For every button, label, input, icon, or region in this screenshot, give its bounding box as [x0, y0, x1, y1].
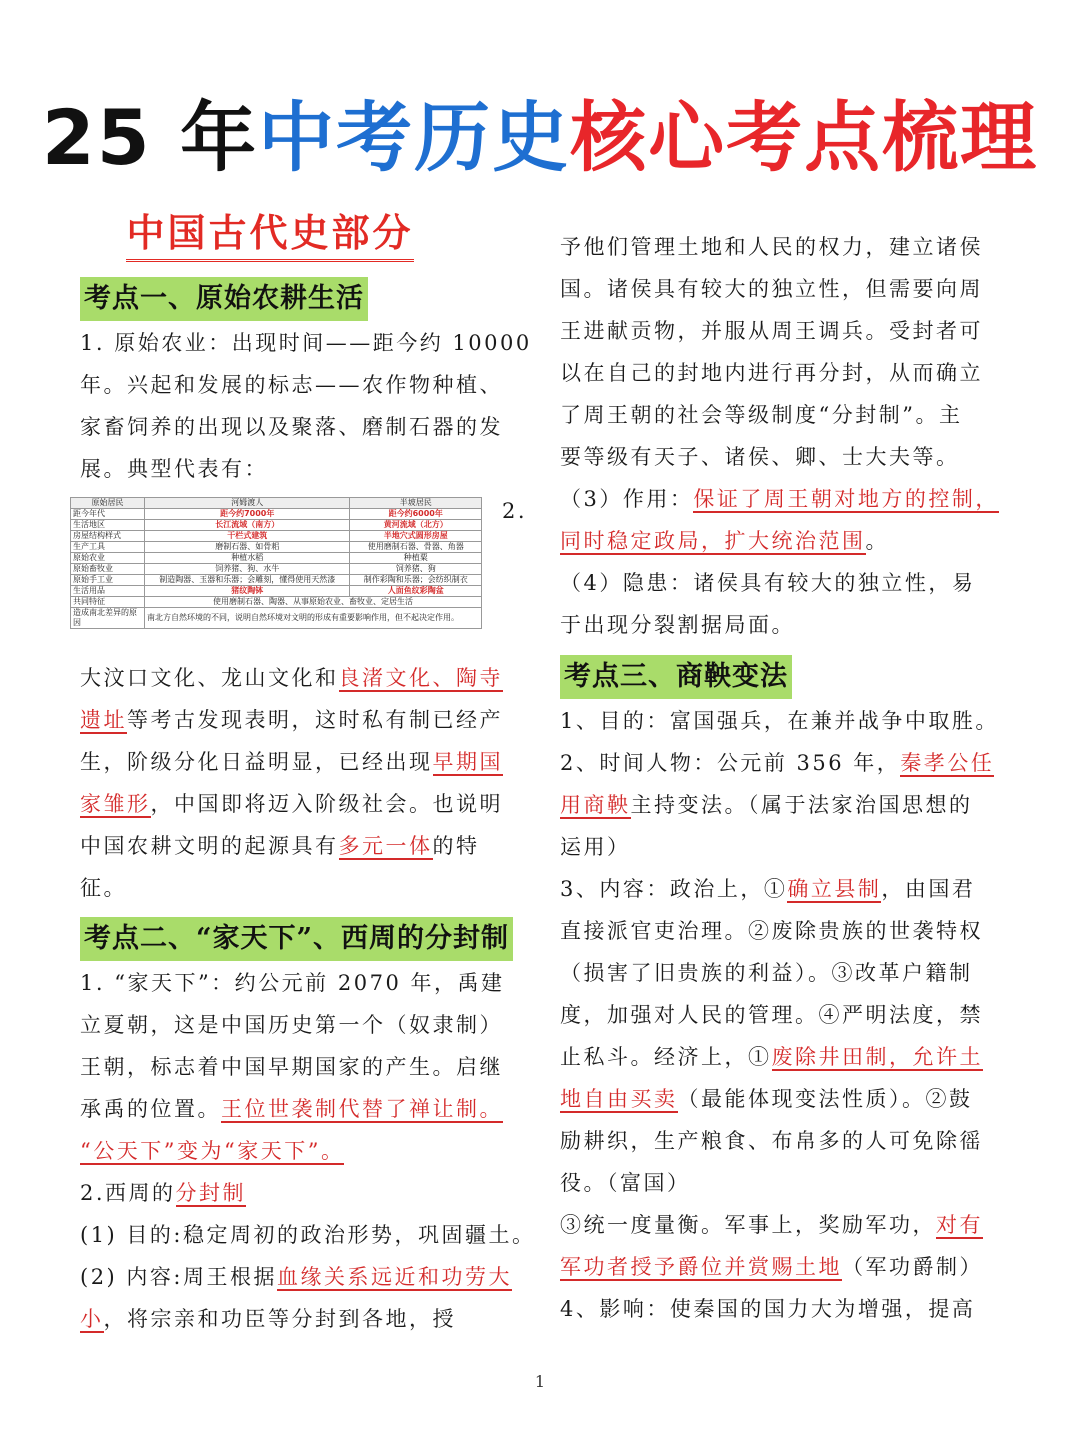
table-cell: 饲养猪、狗: [350, 564, 482, 575]
table-cell: 猪纹陶钵: [144, 586, 350, 597]
s-line-14: 军功者授予爵位并赏赐土地（军功爵制）: [560, 1255, 983, 1279]
r-risk-line-1: （4）隐患：诸侯具有较大的独立性，易: [560, 571, 976, 595]
table-row: [71, 597, 482, 608]
table-cell: 人面鱼纹彩陶盆: [350, 586, 482, 597]
table-cell: 南北方自然环境的不同，说明自然环境对文明的形成有重要影响作用，但不起决定作用。: [144, 608, 481, 629]
table-header-row: [71, 498, 482, 509]
table-cell: 饲养猪、狗、水牛: [144, 564, 350, 575]
s-line-5: 3、内容：政治上，①确立县制，由国君: [560, 877, 976, 901]
kd2-line-2: 立夏朝，这是中国历史第一个（奴隶制）: [80, 1013, 503, 1037]
table-cell: 种植水稻: [144, 553, 350, 564]
kd1-line-1: 1. 原始农业：出现时间——距今约 10000: [80, 331, 532, 355]
table-row: [71, 520, 482, 531]
table-cell: 使用磨制石器、骨器、角器: [350, 542, 482, 553]
r-line-2: 国。诸侯具有较大的独立性，但需要向周: [560, 277, 983, 301]
table-header-cell: 原始居民: [71, 498, 145, 509]
table-row: [71, 586, 482, 597]
kd2-line-5: “公天下”变为“家天下”。: [80, 1139, 345, 1163]
kd2-line-6: 2.西周的分封制: [80, 1181, 247, 1205]
table-row: [71, 575, 482, 586]
table-cell: 房屋结构样式: [71, 531, 145, 542]
r-risk-line-2: 于出现分裂割据局面。: [560, 613, 795, 637]
r-line-1: 予他们管理土地和人民的权力，建立诸侯: [560, 235, 983, 259]
r-line-6: 要等级有天子、诸侯、卿、士大夫等。: [560, 445, 960, 469]
kd2-line-3: 王朝，标志着中国早期国家的产生。启继: [80, 1055, 503, 1079]
page-number: 1: [534, 1372, 546, 1391]
kd2-line-9: 小，将宗亲和功臣等分封到各地，授: [80, 1307, 456, 1331]
s-line-15: 4、影响：使秦国的国力大为增强，提高: [560, 1297, 976, 1321]
s-line-3: 用商鞅主持变法。（属于法家治国思想的: [560, 793, 973, 817]
kd3-heading: 考点三、商鞅变法: [560, 655, 792, 699]
table-cell: 原始农业: [71, 553, 145, 564]
table-cell: 半地穴式圆形房屋: [350, 531, 482, 542]
kd1-line-3: 家畜饲养的出现以及聚落、磨制石器的发: [80, 415, 503, 439]
table-cell: 干栏式建筑: [144, 531, 350, 542]
r-line-5: 了周王朝的社会等级制度“分封制”。主: [560, 403, 963, 427]
section-title-text: 中国古代史部分: [126, 202, 413, 262]
s-line-1: 1、目的：富国强兵，在兼并战争中取胜。: [560, 709, 999, 733]
kd2-heading: 考点二、“家天下”、西周的分封制: [80, 917, 513, 961]
s-line-13: ③统一度量衡。军事上，奖励军功，对有: [560, 1213, 983, 1237]
r-line-3: 王进献贡物，并服从周王调兵。受封者可: [560, 319, 983, 343]
r-role-line-1: （3）作用：保证了周王朝对地方的控制，: [560, 487, 999, 511]
p2-line-5: 中国农耕文明的起源具有多元一体的特: [80, 834, 480, 858]
title-subject: 中考历史: [258, 93, 571, 182]
table-cell: 长江流域（南方）: [144, 520, 350, 531]
table-cell: 造成南北差异的原因: [71, 608, 145, 629]
table-cell: 生活用品: [71, 586, 145, 597]
table-row: [71, 564, 482, 575]
table-row: [71, 553, 482, 564]
s-line-10: 地自由买卖（最能体现变法性质）。②鼓: [560, 1087, 973, 1111]
table-cell: 原始手工业: [71, 575, 145, 586]
table-header-cell: 河姆渡人: [144, 498, 350, 509]
title-year: 25 年: [41, 93, 259, 182]
kd2-line-7: (1) 目的:稳定周初的政治形势，巩固疆土。: [80, 1223, 536, 1247]
table-cell: 共同特征: [71, 597, 145, 608]
table-header-cell: 半坡居民: [350, 498, 482, 509]
table-cell: 磨制石器、如骨耜: [144, 542, 350, 553]
table-cell: 生产工具: [71, 542, 145, 553]
s-line-11: 励耕织，生产粮食、布帛多的人可免除徭: [560, 1129, 983, 1153]
table-cell: 黄河流域（北方）: [350, 520, 482, 531]
table-row: [71, 531, 482, 542]
kd1-line-4: 展。典型代表有：: [80, 457, 268, 481]
kd2-line-8: (2) 内容:周王根据血缘关系远近和功劳大: [80, 1265, 512, 1289]
table-cell: 距今约6000年: [350, 509, 482, 520]
table-cell: 制作彩陶和乐器；会纺织制衣: [350, 575, 482, 586]
r-line-4: 以在自己的封地内进行再分封，从而确立: [560, 361, 983, 385]
table-row: [71, 608, 482, 629]
kd1-heading: 考点一、原始农耕生活: [80, 277, 368, 321]
p2-line-1: 大汶口文化、龙山文化和良渚文化、陶寺: [80, 666, 503, 690]
s-line-6: 直接派官吏治理。②废除贵族的世袭特权: [560, 919, 983, 943]
kd1-line-2: 年。兴起和发展的标志——农作物种植、: [80, 373, 503, 397]
section-title: [0, 202, 540, 262]
table-row: [71, 509, 482, 520]
page-title: [0, 88, 1080, 188]
table-row: [71, 542, 482, 553]
table-cell: 制造陶器、玉器和乐器；会雕刻，懂得使用天然漆: [144, 575, 350, 586]
table-cell: 原始畜牧业: [71, 564, 145, 575]
r-role-line-2: 同时稳定政局，扩大统治范围。: [560, 529, 889, 553]
p2-line-4: 家雏形，中国即将迈入阶级社会。也说明: [80, 792, 503, 816]
s-line-9: 止私斗。经济上，①废除井田制，允许土: [560, 1045, 983, 1069]
p2-line-3: 生，阶级分化日益明显，已经出现早期国: [80, 750, 503, 774]
title-topic: 核心考点梳理: [570, 93, 1039, 182]
table-cell: 生活地区: [71, 520, 145, 531]
s-line-7: （损害了旧贵族的利益）。③改革户籍制: [560, 961, 973, 985]
table-cell: 距今约7000年: [144, 509, 350, 520]
table-cell: 距今年代: [71, 509, 145, 520]
p2-line-6: 征。: [80, 876, 127, 900]
table-cell: 使用磨制石器、陶器、从事原始农业、畜牧业、定居生活: [144, 597, 481, 608]
primitive-residents-table: [70, 497, 482, 629]
kd1-num-2: 2.: [502, 499, 528, 523]
s-line-8: 度，加强对人民的管理。④严明法度，禁: [560, 1003, 983, 1027]
table-cell: 种植粟: [350, 553, 482, 564]
s-line-2: 2、时间人物：公元前 356 年，秦孝公任: [560, 751, 995, 775]
s-line-4: 运用）: [560, 835, 631, 859]
p2-line-2: 遗址等考古发现表明，这时私有制已经产: [80, 708, 503, 732]
kd2-line-1: 1. “家天下”：约公元前 2070 年，禹建: [80, 971, 505, 995]
kd2-line-4: 承禹的位置。王位世袭制代替了禅让制。: [80, 1097, 503, 1121]
s-line-12: 役。（富国）: [560, 1171, 691, 1195]
